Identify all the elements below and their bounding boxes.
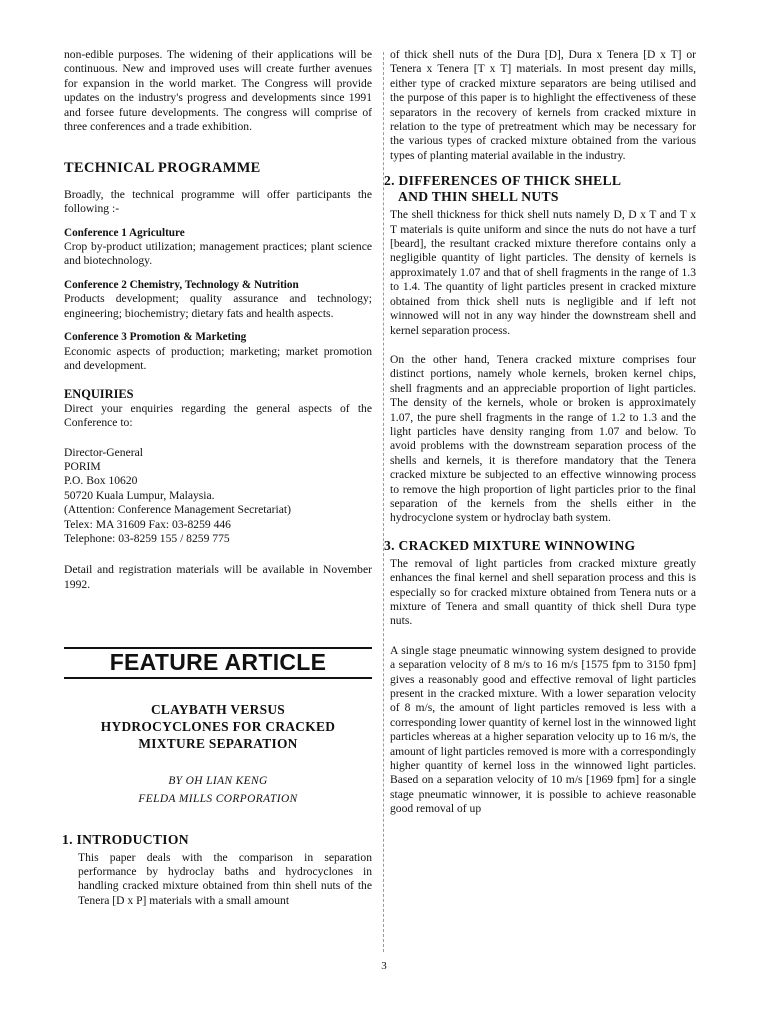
conference-1 xyxy=(64,226,372,269)
article-title-line: HYDROCYCLONES FOR CRACKED xyxy=(100,718,336,734)
conference-2 xyxy=(64,278,372,321)
section-1-text: This paper deals with the comparison in separation performance by hydroclay baths and hydrocyclones in handling cracked mixture obtained from thin shell nuts of the Tenera [D x P] materials with a small amount xyxy=(78,850,372,907)
section-3-heading: 3. CRACKED MIXTURE WINNOWING xyxy=(384,537,636,553)
author-affiliation: FELDA MILLS CORPORATION xyxy=(138,792,298,805)
conference-title: Conference 1 Agriculture xyxy=(64,226,185,239)
conference-title: Conference 2 Chemistry, Technology & Nutrition xyxy=(64,278,299,291)
section-2-heading xyxy=(384,173,696,205)
section-2-heading-line: AND THIN SHELL NUTS xyxy=(398,189,559,205)
conference-body: Economic aspects of production; marketing; market promotion and development. xyxy=(64,344,372,372)
address-line: P.O. Box 10620 xyxy=(64,474,138,488)
contact-address xyxy=(64,446,372,547)
author-name: BY OH LIAN KENG xyxy=(168,774,268,787)
address-line: (Attention: Conference Management Secretariat) xyxy=(64,503,291,517)
address-line: PORIM xyxy=(64,459,101,473)
enquiries-text: Direct your enquiries regarding the general aspects of the Conference to: xyxy=(64,401,372,430)
conference-body: Crop by-product utilization; management practices; plant science and biotechnology. xyxy=(64,240,372,268)
intro-paragraph: non-edible purposes. The widening of their applications will be continuous. New and improved uses will create further avenues for expansion in the world market. The Congress will provide updates on the industry's progress and developments since 1991 and forsee future developments. The congress will comprise of three conferences and a trade exhibition. xyxy=(64,48,372,134)
feature-article-banner: FEATURE ARTICLE xyxy=(64,647,372,678)
enquiries-heading: ENQUIRIES xyxy=(64,387,134,402)
article-byline xyxy=(64,772,372,808)
address-line: Telex: MA 31609 Fax: 03-8259 446 xyxy=(64,517,231,531)
section-2-heading-line: 2. DIFFERENCES OF THICK SHELL xyxy=(384,173,622,189)
technical-programme-heading: TECHNICAL PROGRAMME xyxy=(64,160,261,177)
article-title xyxy=(64,701,372,752)
article-title-line: CLAYBATH VERSUS xyxy=(150,701,286,717)
left-column xyxy=(64,48,372,908)
registration-note: Detail and registration materials will be available in November 1992. xyxy=(64,563,372,591)
section-2-paragraph-2: On the other hand, Tenera cracked mixture comprises four distinct portions, namely whole kernels, broken kernel chips, shell fragments and an appreciable proportion of light particles. The density of the kernels, whole or broken is approximately 1.07, the pure shell fragments in the range of 1.2 to 1.3 and the light particles have density ranging from 1.07 and below. To avoid problems with the downstream separation process of the shells and kernels, it is therefore mandatory that the Tenera cracked mixture be subjected to an effective winnowing process to remove the high proportion of light particles prior to the final separation of the kernels from the shells either in the hydrocyclone system or hydroclay bath system. xyxy=(390,352,696,525)
address-line: 50720 Kuala Lumpur, Malaysia. xyxy=(64,488,215,502)
right-column xyxy=(384,48,696,817)
address-line: Director-General xyxy=(64,445,143,459)
page-number: 3 xyxy=(381,960,387,972)
conference-title: Conference 3 Promotion & Marketing xyxy=(64,331,247,344)
article-title-line: MIXTURE SEPARATION xyxy=(138,735,298,751)
conference-3 xyxy=(64,330,372,373)
section-3-paragraph-1: The removal of light particles from cracked mixture greatly enhances the final kernel and shell separation process and this is especially so for cracked mixture obtained from Tenera nuts or a mixture of Tenera and small quantity of thick shell Dura type nuts. xyxy=(390,556,696,628)
section-3-paragraph-2: A single stage pneumatic winnowing system designed to provide a separation velocity of 8 m/s to 16 m/s [1575 fpm to 3150 fpm] gives a reasonably good and effective removal of light particles present in the cracked mixture. With a lower separation velocity of 8 m/s, the amount of light particles removed is less with a corresponding lower quantity of kernel lost in the winnowed light particles whereas at a higher separation velocity up to 16 m/s, the amount of light particles removed is more with a correspondingly higher quantity of kernel loss in the winnowed light particles. Based on a separation velocity of 10 m/s [1969 fpm] for a single stage pneumatic winnower, it is possible to achieve reasonable good removal of up xyxy=(390,643,696,816)
address-line: Telephone: 03-8259 155 / 8259 775 xyxy=(64,531,230,545)
section-2-paragraph-1: The shell thickness for thick shell nuts namely D, D x T and T x T materials is quite uniform and since the nuts do not have a turf [beard], the resultant cracked mixture therefore contains only a negligible quantity of light particles. The density of kernels is approximately 1.07 and that of shell fragments in the range of 1.3 to 1.4. The quantity of light particles present in cracked mixture obtained from thick shell nuts is negligible and if left not winnowed will not in any way hinder the downstream shell and kernel separation process. xyxy=(390,208,696,337)
technical-intro: Broadly, the technical programme will offer participants the following :- xyxy=(64,187,372,216)
conference-body: Products development; quality assurance and technology; engineering; biochemistry; dietary fats and health aspects. xyxy=(64,292,372,320)
continued-paragraph: of thick shell nuts of the Dura [D], Dura x Tenera [D x T] or Tenera x Tenera [T x T] materials. In most present day mills, either type of cracked mixture separators are being utilised and the purpose of this paper is to highlight the effectiveness of these separators in the recovery of kernels from cracked mixture in relation to the type of pretreatment which may be necessary for the various types of cracked mixture obtained from the various types of planting material available in the industry. xyxy=(390,48,696,162)
section-1-heading: 1. INTRODUCTION xyxy=(62,831,189,847)
